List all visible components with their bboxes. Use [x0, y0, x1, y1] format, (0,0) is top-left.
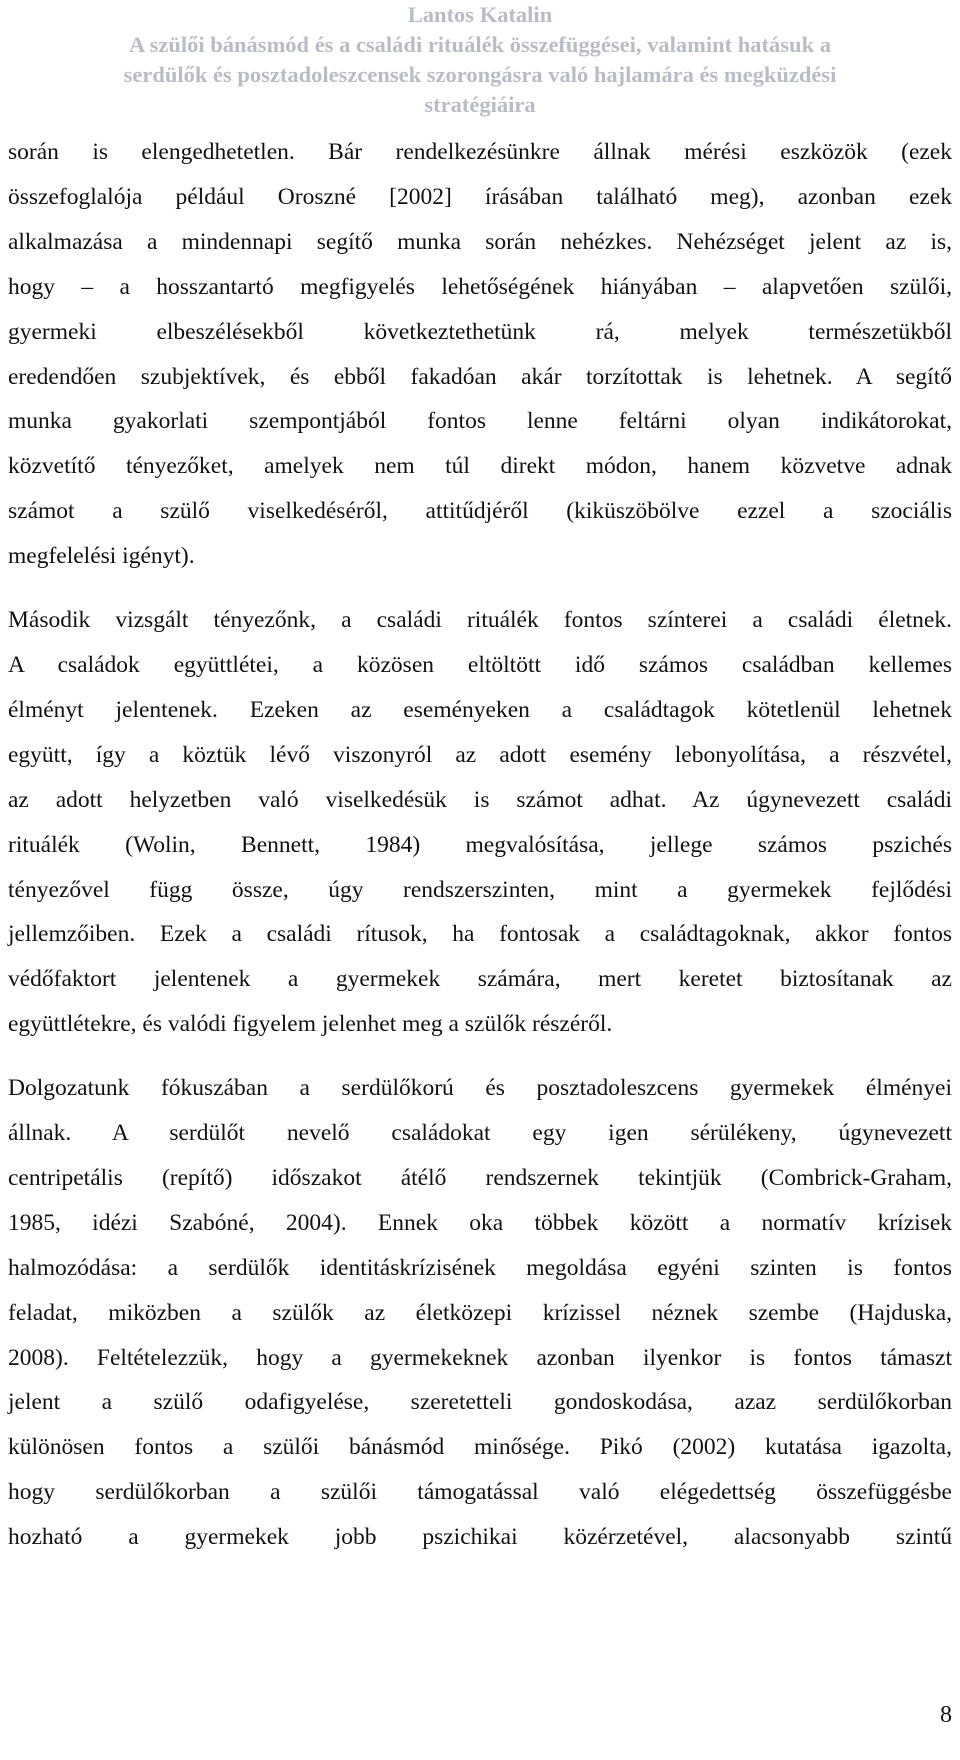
- text-line: számot a szülő viselkedéséről, attitűdjéről (kiküszöbölve ezzel a szociális: [8, 498, 952, 525]
- text-line: hozható a gyermekek jobb pszichikai közérzetével, alacsonyabb szintű: [8, 1524, 952, 1551]
- text-line: az adott helyzetben való viselkedésük is számot adhat. Az úgynevezett családi: [8, 786, 952, 813]
- text-line: állnak. A serdülőt nevelő családokat egy igen sérülékeny, úgynevezett: [8, 1120, 952, 1147]
- text-line: együtt, így a köztük lévő viszonyról az adott esemény lebonyolítása, a részvétel,: [8, 741, 952, 768]
- header-title-line: A szülői bánásmód és a családi rituálék összefüggései, valamint hatásuk a: [129, 32, 831, 57]
- body-text: [8, 130, 952, 1560]
- text-line: összefoglalója például Oroszné [2002] írásában található meg), azonban ezek: [8, 183, 952, 210]
- text-line: közvetítő tényezőket, amelyek nem túl direkt módon, hanem közvetve adnak: [8, 453, 952, 480]
- running-header: [0, 0, 960, 120]
- text-line: feladat, miközben a szülők az életközepi krízissel néznek szembe (Hajduska,: [8, 1299, 952, 1326]
- text-line: hogy serdülőkorban a szülői támogatással való elégedettség összefüggésbe: [8, 1479, 952, 1506]
- text-line: élményt jelentenek. Ezeken az eseményeken a családtagok kötetlenül lehetnek: [8, 696, 952, 723]
- paragraph-1: [8, 130, 952, 579]
- header-author: Lantos Katalin: [407, 2, 553, 27]
- text-line: Dolgozatunk fókuszában a serdülőkorú és posztadoleszcens gyermekek élményei: [8, 1075, 952, 1102]
- text-line: különösen fontos a szülői bánásmód minősége. Pikó (2002) kutatása igazolta,: [8, 1434, 952, 1461]
- text-line: megfelelési igényt).: [8, 543, 195, 570]
- text-line: során is elengedhetetlen. Bár rendelkezésünkre állnak mérési eszközök (ezek: [8, 139, 952, 165]
- text-line: jellemzőiben. Ezek a családi rítusok, ha fontosak a családtagoknak, akkor fontos: [8, 921, 952, 948]
- text-line: tényezővel függ össze, úgy rendszerszinten, mint a gyermekek fejlődési: [8, 876, 952, 903]
- text-line: centripetális (repítő) időszakot átélő rendszernek tekintjük (Combrick-Graham,: [8, 1164, 952, 1191]
- paragraph-2: [8, 598, 952, 1047]
- text-line: Második vizsgált tényezőnk, a családi rituálék fontos színterei a családi életnek.: [8, 607, 952, 634]
- text-line: védőfaktort jelentenek a gyermekek számára, mert keretet biztosítanak az: [8, 966, 952, 993]
- text-line: rituálék (Wolin, Bennett, 1984) megvalósítása, jellege számos pszichés: [8, 831, 952, 858]
- text-line: 2008). Feltételezzük, hogy a gyermekeknek azonban ilyenkor is fontos támaszt: [8, 1344, 952, 1371]
- text-line: jelent a szülő odafigyelése, szeretetteli gondoskodása, azaz serdülőkorban: [8, 1389, 952, 1416]
- header-title-line: stratégiáira: [424, 92, 536, 117]
- text-line: hogy – a hosszantartó megfigyelés lehetőségének hiányában – alapvetően szülői,: [8, 273, 952, 300]
- header-title-line: serdülők és posztadoleszcensek szorongásra való hajlamára és megküzdési: [123, 62, 837, 87]
- page-number: 8: [940, 1702, 952, 1728]
- paragraph-3: [8, 1066, 952, 1560]
- text-line: A családok együttlétei, a közösen eltöltött idő számos családban kellemes: [8, 651, 952, 678]
- text-line: együttlétekre, és valódi figyelem jelenhet meg a szülők részéről.: [8, 1011, 613, 1038]
- text-line: gyermeki elbeszélésekből következtethetünk rá, melyek természetükből: [8, 318, 952, 345]
- text-line: halmozódása: a serdülők identitáskrízisének megoldása egyéni szinten is fontos: [8, 1254, 952, 1281]
- text-line: 1985, idézi Szabóné, 2004). Ennek oka többek között a normatív krízisek: [8, 1209, 952, 1236]
- text-line: munka gyakorlati szempontjából fontos lenne feltárni olyan indikátorokat,: [8, 408, 952, 435]
- text-line: alkalmazása a mindennapi segítő munka során nehézkes. Nehézséget jelent az is,: [8, 228, 952, 255]
- text-line: eredendően szubjektívek, és ebből fakadóan akár torzítottak is lehetnek. A segítő: [8, 363, 952, 390]
